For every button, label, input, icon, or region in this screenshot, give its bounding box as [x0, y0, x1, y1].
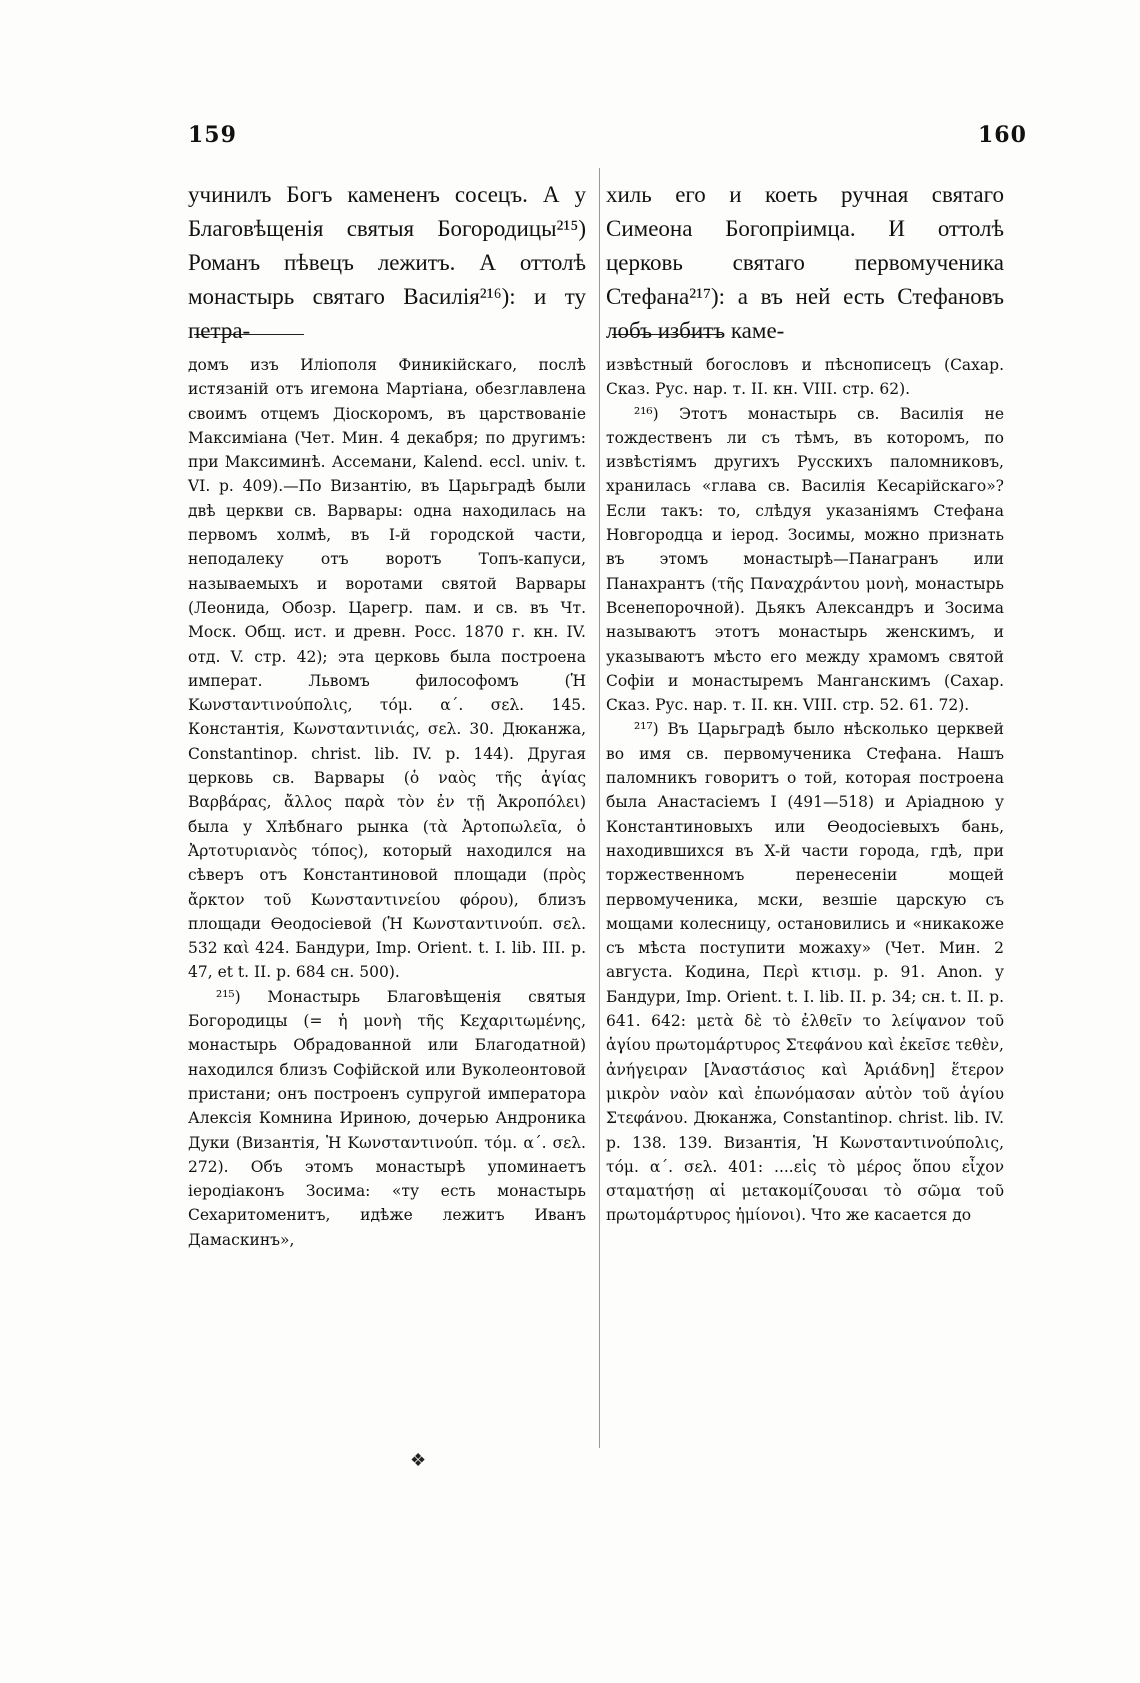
footnote-215: ²¹⁵) Монастырь Благовѣщенія святыя Богородицы (= ἡ μονὴ τῆς Κεχαριτωμένης, монастырь Обрадованной или Благодатной) находился близъ Софійской или Вуколеонтовой пристани; онъ построенъ супругой императора Алексія Комнина Ириною, дочерью Андроника Дуки (Византія, Ἡ Κωνσταντινούπ. τόμ. α΄. σελ. 272). Объ этомъ монастырѣ упоминаетъ іеродіаконъ Зосима: «ту есть монастырь Сехаритоменитъ, идѣже лежитъ Иванъ Дамаскинъ»,	[188, 987, 586, 1249]
left-column	[188, 178, 586, 1252]
left-main-text: учинилъ Богъ камененъ сосецъ. А у Благовѣщенія святыя Богородицы²¹⁵) Романъ пѣвецъ лежитъ. А оттолѣ монастырь святаго Василія²¹⁶): и ту петра-	[188, 182, 586, 343]
footnote-217: ²¹⁷) Въ Царьградѣ было нѣсколько церквей во имя св. первомученика Стефана. Нашъ паломникъ говоритъ о той, которая построена была Анастасіемъ I (491—518) и Аріадною у Константиновыхъ или Ѳеодосіевыхъ бань, находившихся въ X-й части города, гдѣ, при торжественномъ перенесеніи мощей первомученика, мски, везшіе царскую съ мощами колесницу, остановились и «никакоже съ мѣста поступити можаху» (Чет. Мин. 2 августа. Кодина, Περὶ κτισμ. p. 91. Anon. у Бандури, Imp. Orient. t. I. lib. II. p. 34; сн. t. II. p. 641. 642: μετὰ δὲ τὸ ἐλθεῖν το λείψανον τοῦ ἁγίου πρωτομάρτυρος Στεφάνου καὶ ἐκεῖσε τεθὲν, ἀνήγειραν [Ἀναστάσιος καὶ Ἀριάδνη] ἕτερον μικρὸν ναὸν καὶ ἐπωνόμασαν αὐτὸν τοῦ ἁγίου Στεφάνου. Дюканжа, Constantinop. christ. lib. IV. p. 138. 139. Византія, Ἡ Κωνσταντινούπολις, τόμ. α΄. σελ. 401: ....εἰς τὸ μέρος ὅπου εἶχον σταματήσῃ αἱ μετακομίζουσαι τὸ σῶμα τοῦ πρωτομάρτυρος ἡμίονοι). Что же касается до	[606, 720, 1004, 1225]
page-number-left: 159	[188, 122, 237, 148]
left-footnotes	[188, 353, 586, 1252]
right-main-text: хиль его и коеть ручная святаго Симеона Богопріимца. И оттолѣ церковь святаго первомученика Стефана²¹⁷): а въ ней есть Стефановъ лобъ избитъ каме-	[606, 182, 1004, 343]
column-divider	[599, 168, 600, 1448]
footnote-continuation-right: извѣстный богословъ и пѣснописецъ (Сахар. Сказ. Рус. нар. т. II. кн. VIII. стр. 62).	[606, 356, 1004, 399]
right-footnotes	[606, 353, 1004, 1228]
ornament-mark: ❖	[410, 1450, 427, 1471]
page-number-right: 160	[978, 122, 1027, 148]
right-column	[606, 178, 1004, 1228]
footnote-216: ²¹⁶) Этотъ монастырь св. Василія не тождественъ ли съ тѣмъ, въ которомъ, по извѣстіямъ другихъ Русскихъ паломниковъ, хранилась «глава св. Василія Кесарійскаго»? Если такъ: то, слѣдуя указаніямъ Стефана Новгородца и іерод. Зосимы, можно признать въ этомъ монастырѣ—Панагранъ или Панахрантъ (τῆς Παναχράντου μονὴ, монастырь Всенепорочной). Дьякъ Александръ и Зосима называютъ этотъ монастырь женскимъ, и указываютъ мѣсто его между храмомъ святой Софіи и монастыремъ Манганскимъ (Сахар. Сказ. Рус. нар. т. II. кн. VIII. стр. 52. 61. 72).	[606, 404, 1004, 715]
footnote-continuation: домъ изъ Иліополя Финикійскаго, послѣ истязаній отъ игемона Мартіана, обезглавлена своимъ отцемъ Діоскоромъ, въ царствованіе Максиміана (Чет. Мин. 4 декабря; по другимъ: при Максиминѣ. Ассемани, Kalend. eccl. univ. t. VI. p. 409).—По Византію, въ Царьградѣ были двѣ церкви св. Варвары: одна находилась на первомъ холмѣ, въ I-й городской части, неподалеку отъ воротъ Топъ-капуси, называемыхъ и воротами святой Варвары (Леонида, Обозр. Царегр. пам. и св. въ Чт. Моск. Общ. ист. и древн. Росс. 1870 г. кн. IV. отд. V. стр. 42); эта церковь была построена императ. Львомъ философомъ (Ἡ Κωνσταντινούπολις, τόμ. α΄. σελ. 145. Константія, Κωνσταντινιάς, σελ. 30. Дюканжа, Constantinop. christ. lib. IV. p. 144). Другая церковь св. Варвары (ὁ ναὸς τῆς ἁγίας Βαρβάρας, ἄλλος παρὰ τὸν ἐν τῇ Ἀκροπόλει) была у Хлѣбнаго рынка (τὰ Ἀρτοπωλεῖα, ὁ Ἀρτοτυριανὸς τόπος), который находился на сѣверъ отъ Константиновой площади (πρὸς ἄρκτον τοῦ Κωνσταντινείου φόρου), близъ площади Ѳеодосіевой (Ἡ Κωνσταντινούπ. σελ. 532 καὶ 424. Бандури, Imp. Orient. t. I. lib. III. p. 47, et t. II. p. 684 сн. 500).	[188, 356, 586, 982]
